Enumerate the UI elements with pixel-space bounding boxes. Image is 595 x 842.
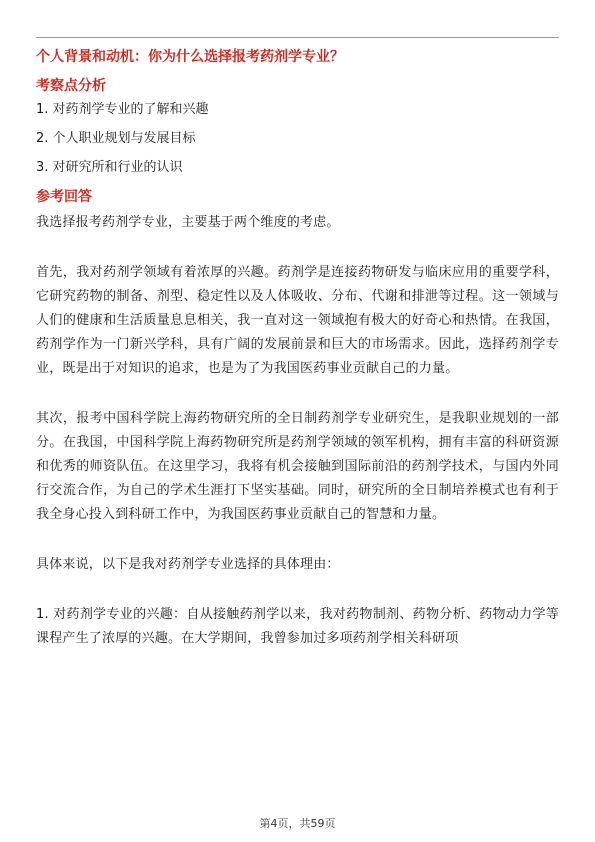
answer-paragraph: 1. 对药剂学专业的兴趣：自从接触药剂学以来，我对药物制剂、药物分析、药物动力学等课程产生了浓厚的兴趣。在大学期间，我曾参加过多项药剂学相关科研项 xyxy=(36,607,559,646)
answer-heading: 参考回答 xyxy=(36,189,92,205)
content-area xyxy=(36,47,559,651)
analysis-point: 3. 对研究所和行业的认识 xyxy=(36,160,183,175)
answer-paragraph: 我选择报考药剂学专业，主要基于两个维度的考虑。 xyxy=(36,215,340,230)
analysis-point: 1. 对药剂学专业的了解和兴趣 xyxy=(36,102,209,117)
answer-paragraph: 具体来说，以下是我对药剂学专业选择的具体理由： xyxy=(36,557,340,572)
header-rule xyxy=(36,37,559,38)
answer-paragraph: 其次，报考中国科学院上海药物研究所的全日制药剂学专业研究生，是我职业规划的一部分。在我国，中国科学院上海药物研究所是药剂学领域的领军机构，拥有丰富的科研资源和优秀的师资队伍。在这里学习，我将有机会接触到国际前沿的药剂学技术，与国内外同行交流合作，为自己的学术生涯打下坚实基础。同时，研究所的全日制培养模式也有利于我全身心投入到科研工作中，为我国医药事业贡献自己的智慧和力量。 xyxy=(36,411,559,522)
page-number: 第4页，共59页 xyxy=(259,817,336,830)
question-title: 个人背景和动机：你为什么选择报考药剂学专业？ xyxy=(36,49,344,65)
analysis-point: 2. 个人职业规划与发展目标 xyxy=(36,131,196,146)
analysis-heading: 考察点分析 xyxy=(36,78,106,94)
answer-paragraph: 首先，我对药剂学领域有着浓厚的兴趣。药剂学是连接药物研发与临床应用的重要学科，它研究药物的制备、剂型、稳定性以及人体吸收、分布、代谢和排泄等过程。这一领域与人们的健康和生活质量息息相关，我一直对这一领域抱有极大的好奇心和热情。在我国，药剂学作为一门新兴学科，具有广阔的发展前景和巨大的市场需求。因此，选择药剂学专业，既是出于对知识的追求，也是为了为我国医药事业贡献自己的力量。 xyxy=(36,265,559,376)
